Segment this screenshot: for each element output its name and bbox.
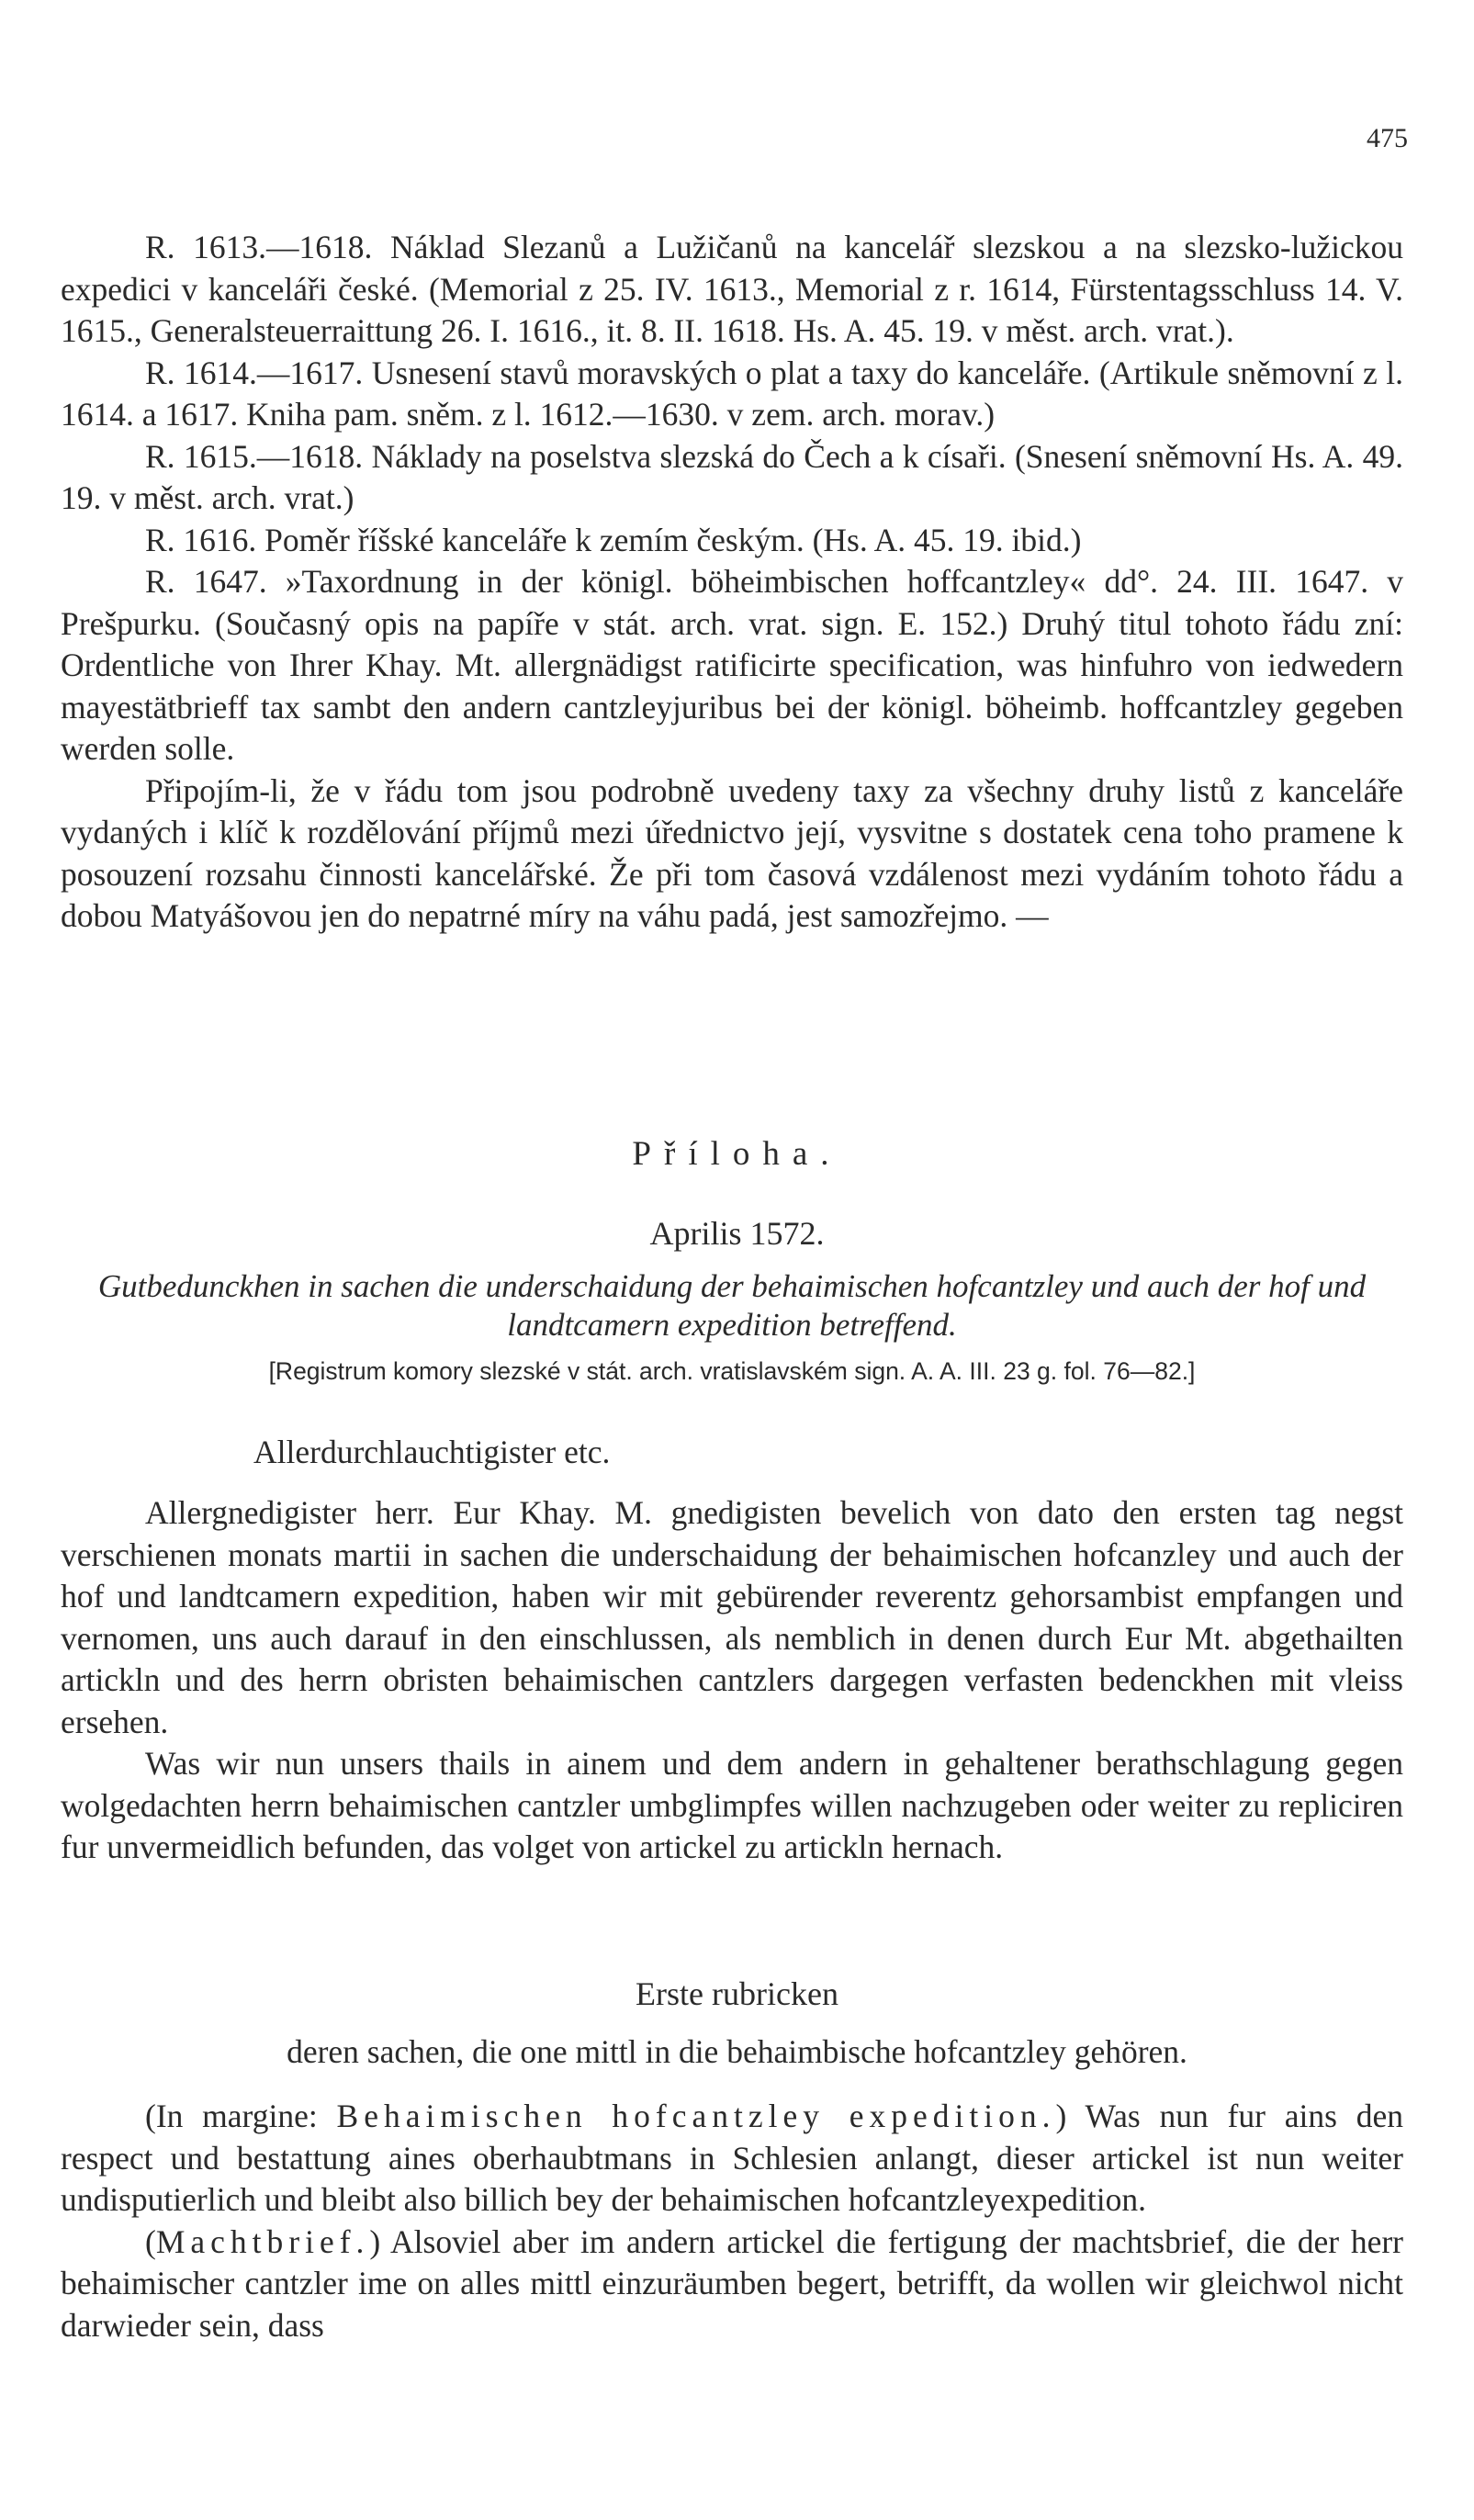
letter-body [61, 1492, 1403, 1869]
paragraph: Allergnedigister herr. Eur Khay. M. gnedigisten bevelich von dato den ersten tag negst verschienen monats martii in sachen die underschaidung der behaimischen hofcanzley und auch der hof und landtcamern expedition, haben wir mit gebürender reverentz gehorsambist empfangen und vernomen, uns auch darauf in den einschlussen, als nemblich in denen durch Eur Mt. abgethailten artickln und des herrn obristen behaimischen cantzlers dargegen verfasten bedenckhen mit vleiss ersehen. [61, 1494, 1403, 1740]
paragraph: R. 1615.—1618. Náklady na poselstva slezská do Čech a k císaři. (Snesení sněmovní Hs. A. 49. 19. v měst. arch. vrat.) [61, 437, 1403, 516]
rubric-body [61, 2096, 1403, 2346]
paragraph: R. 1614.—1617. Usnesení stavů moravských o plat a taxy do kanceláře. (Artikule sněmovní z l. 1614. a 1617. Kniha pam. sněm. z l. 1612.—1630. v zem. arch. morav.) [61, 354, 1403, 433]
document-heading: Gutbedunckhen in sachen die underschaidung der behaimischen hofcantzley und auch der hof und landtcamern expedition betreffend. [97, 1268, 1367, 1343]
appendix-title: Příloha. [632, 1135, 842, 1173]
registry-note: [Registrum komory slezské v stát. arch. vratislavském sign. A. A. III. 23 g. fol. 76—82.] [268, 1357, 1196, 1385]
marginal-note: Machtbrief. [155, 2222, 370, 2260]
marginal-note: Behaimischen hofcantzley expedition. [336, 2098, 1056, 2134]
salutation: Allerdurchlauchtigister etc. [253, 1434, 611, 1470]
paragraph: R. 1616. Poměr říšské kanceláře k zemím českým. (Hs. A. 45. 19. ibid.) [145, 521, 1082, 558]
rubric-subtitle: deren sachen, die one mittl in die behaimbische hofcantzley gehören. [287, 2033, 1187, 2070]
paragraph [61, 2222, 1403, 2347]
paragraph-text: ) Was nun fur ains den respect und bestattung aines oberhaubtmans in Schlesien anlangt, dieser artickel ist nun weiter undisputierlich und bleibt also billich bey der behaimischen hofcantzleyexpedition. [61, 2098, 1403, 2218]
paragraph-lead: (In margine: [145, 2098, 337, 2134]
paragraph [61, 2096, 1403, 2222]
paragraph: Was wir nun unsers thails in ainem und dem andern in gehaltener berathschlagung gegen wolgedachten herrn behaimischen cantzler umbglimpfes willen nachzugeben oder weiter zu repliciren fur unvermeidlich befunden, das volget von artickel zu artickln hernach. [61, 1745, 1403, 1865]
paragraph: Připojím-li, že v řádu tom jsou podrobně uvedeny taxy za všechny druhy listů z kanceláře vydaných i klíč k rozdělování příjmů mezi úřednictvo její, vysvitne s dostatek cena toho pramene k posouzení rozsahu činnosti kancelářské. Že při tom časová vzdálenost mezi vydáním tohoto řádu a dobou Matyášovou jen do nepatrné míry na váhu padá, jest samozřejmo. — [61, 771, 1403, 934]
paragraph: R. 1613.—1618. Náklad Slezanů a Lužičanů na kancelář slezskou a na slezsko-lužickou expedici v kanceláři české. (Memorial z 25. IV. 1613., Memorial z r. 1614, Fürstentagsschluss 14. V. 1615., Generalsteuerraittung 26. I. 1616., it. 8. II. 1618. Hs. A. 45. 19. v měst. arch. vrat.). [61, 229, 1403, 349]
page-number: 475 [1367, 123, 1408, 153]
paragraph: R. 1647. »Taxordnung in der königl. böheimbischen hoffcantzley« dd°. 24. III. 1647. v Prešpurku. (Současný opis na papíře v stát. arch. vrat. sign. E. 152.) Druhý titul tohoto řádu zní: Ordentliche von Ihrer Khay. Mt. allergnädigst ratificirte specification, was hinfuhro von iedwedern mayestätbrieff tax sambt den andern cantzleyjuribus bei der königl. böheimb. hoffcantzley gegeben werden solle. [61, 563, 1403, 767]
document-date: Aprilis 1572. [649, 1215, 825, 1252]
paragraph-text: ) Alsoviel aber im andern artickel die fertigung der machtsbrief, die der herr behaimischer cantzler ime on alles mittl einzuräumben begert, betrifft, da wollen wir gleichwol nicht darwieder sein, dass [61, 2222, 1403, 2344]
paragraph-lead: ( [145, 2222, 156, 2260]
rubric-title: Erste rubricken [636, 1975, 838, 2012]
top-section [61, 227, 1403, 938]
